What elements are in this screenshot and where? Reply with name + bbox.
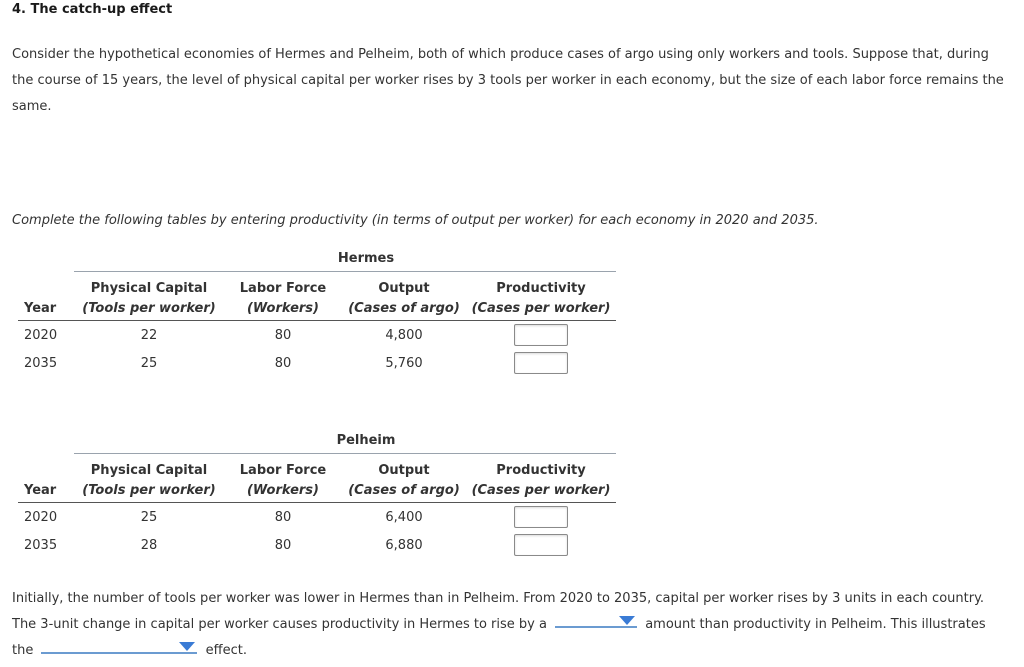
col-output-unit: (Cases of argo) xyxy=(342,478,466,503)
pelheim-2020-productivity-input[interactable] xyxy=(514,506,568,528)
col-year-header: Year xyxy=(18,478,74,503)
conclusion-sentence-3-start: the xyxy=(12,643,34,658)
col-output-unit: (Cases of argo) xyxy=(342,296,466,321)
conclusion-sentence-3-end: effect. xyxy=(205,643,247,658)
col-labor-header: Labor Force xyxy=(224,272,342,297)
table-row xyxy=(18,503,616,532)
year-cell: 2035 xyxy=(24,355,58,371)
output-cell: 6,880 xyxy=(385,537,423,553)
output-cell: 6,400 xyxy=(385,509,423,525)
hermes-title: Hermes xyxy=(337,251,395,266)
table-row xyxy=(18,531,616,559)
table-row xyxy=(18,321,616,350)
output-cell: 4,800 xyxy=(385,327,423,343)
question-intro: Consider the hypothetical economies of Hermes and Pelheim, both of which produce cases of argo using only workers and tools. Suppose that, during the course of 15 years, the level of physical capital per worker rises by 3 tools per worker in each economy, but the size of each labor force remains the same. xyxy=(12,47,1004,114)
col-productivity-unit: (Cases per worker) xyxy=(466,296,616,321)
capital-cell: 22 xyxy=(140,327,158,343)
col-output-header: Output xyxy=(342,454,466,479)
col-capital-header: Physical Capital xyxy=(74,272,224,297)
pelheim-title: Pelheim xyxy=(336,433,396,448)
pelheim-2035-productivity-input[interactable] xyxy=(514,534,568,556)
col-productivity-unit: (Cases per worker) xyxy=(466,478,616,503)
labor-cell: 80 xyxy=(274,355,292,371)
col-output-header: Output xyxy=(342,272,466,297)
year-cell: 2020 xyxy=(24,509,58,525)
conclusion-sentence-1: Initially, the number of tools per worker was lower in Hermes than in Pelheim. From 2020 to 2035, capital per worker rises by 3 units in each country. xyxy=(12,591,985,606)
year-cell: 2035 xyxy=(24,537,58,553)
conclusion-sentence-2-end: amount than productivity in Pelheim. This illustrates xyxy=(645,617,986,632)
col-capital-unit: (Tools per worker) xyxy=(74,478,224,503)
capital-cell: 25 xyxy=(140,509,158,525)
col-capital-unit: (Tools per worker) xyxy=(74,296,224,321)
table-row xyxy=(18,349,616,377)
dropdown-arrow-icon xyxy=(619,616,635,625)
question-title: 4. The catch-up effect xyxy=(12,2,173,17)
col-capital-header: Physical Capital xyxy=(74,454,224,479)
labor-cell: 80 xyxy=(274,509,292,525)
effect-dropdown[interactable] xyxy=(41,638,197,654)
hermes-2035-productivity-input[interactable] xyxy=(514,352,568,374)
hermes-table xyxy=(18,271,616,377)
labor-cell: 80 xyxy=(274,537,292,553)
col-labor-unit: (Workers) xyxy=(224,478,342,503)
year-cell: 2020 xyxy=(24,327,58,343)
instructions: Complete the following tables by entering productivity (in terms of output per worker) for each economy in 2020 and 2035. xyxy=(12,213,819,228)
col-year-header: Year xyxy=(18,296,74,321)
labor-cell: 80 xyxy=(274,327,292,343)
col-labor-header: Labor Force xyxy=(224,454,342,479)
capital-cell: 25 xyxy=(140,355,158,371)
conclusion-paragraph xyxy=(12,586,1012,664)
conclusion-sentence-2-start: The 3-unit change in capital per worker causes productivity in Hermes to rise by a xyxy=(12,617,547,632)
dropdown-arrow-icon xyxy=(179,642,195,651)
magnitude-dropdown[interactable] xyxy=(555,612,637,628)
col-productivity-header: Productivity xyxy=(466,454,616,479)
col-labor-unit: (Workers) xyxy=(224,296,342,321)
pelheim-table xyxy=(18,453,616,559)
capital-cell: 28 xyxy=(140,537,158,553)
hermes-2020-productivity-input[interactable] xyxy=(514,324,568,346)
output-cell: 5,760 xyxy=(385,355,423,371)
col-productivity-header: Productivity xyxy=(466,272,616,297)
